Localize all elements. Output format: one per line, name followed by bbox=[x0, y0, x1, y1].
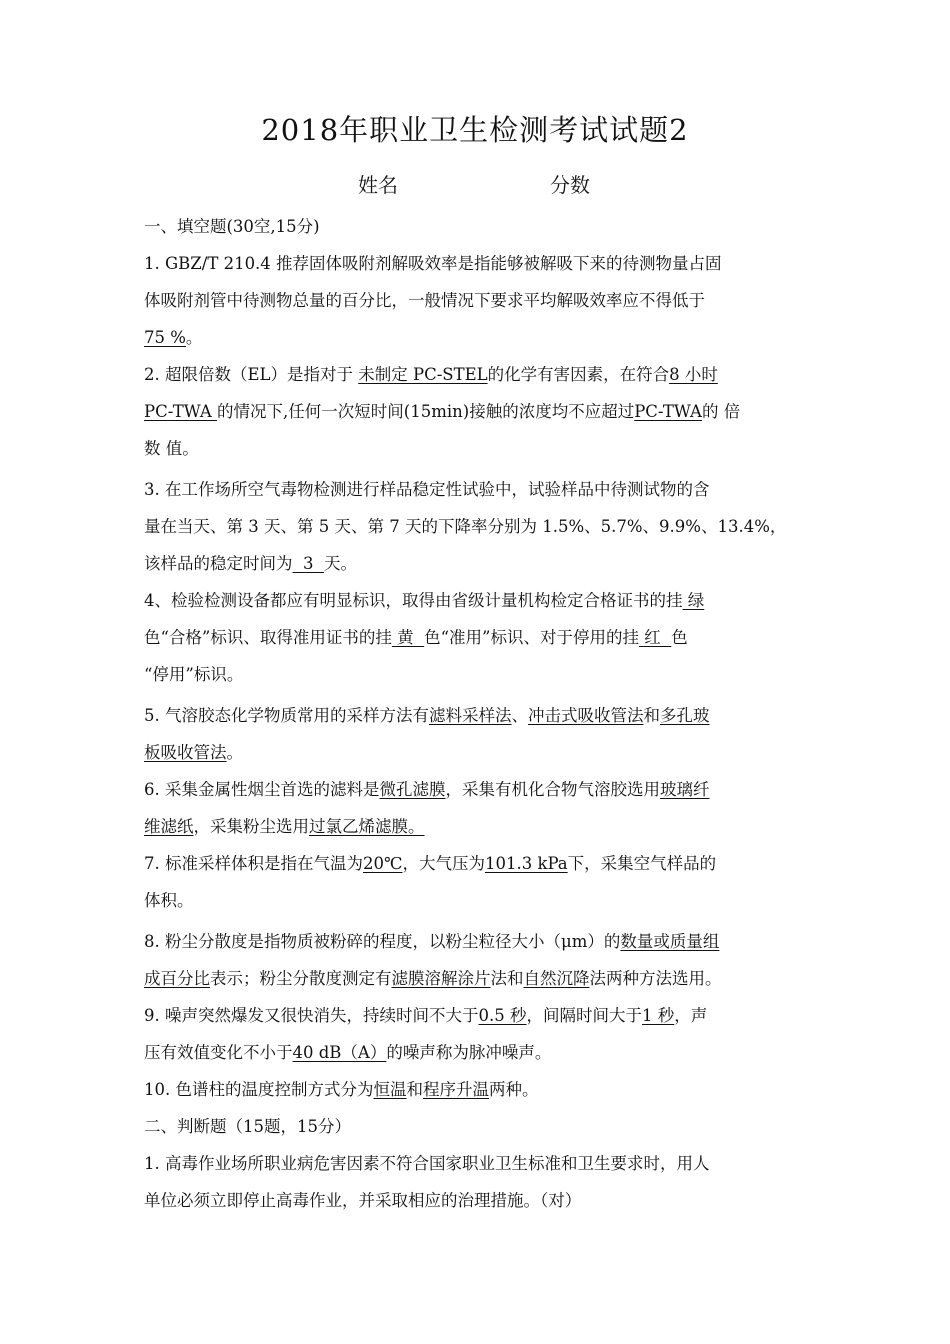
q3-line-1: 3. 在工作场所空气毒物检测进行样品稳定性试验中，试验样品中待测试物的含 bbox=[144, 480, 710, 499]
document-title: 2018年职业卫生检测考试试题2 bbox=[261, 113, 689, 147]
q7-line-1 bbox=[144, 845, 810, 882]
q2-line-2 bbox=[144, 393, 810, 430]
q4-text-1: 4、检验检测设备都应有明显标识，取得由省级计量机构检定合格证书的挂 bbox=[144, 591, 683, 610]
q8-text-1: 8. 粉尘分散度是指物质被粉碎的程度，以粉尘粒径大小（μm）的 bbox=[144, 932, 621, 951]
q4-text-4: 色 bbox=[671, 628, 688, 647]
document-body bbox=[144, 208, 810, 1219]
q6-answer-2b: 维滤纸 bbox=[144, 817, 194, 836]
judge-question-1 bbox=[144, 1145, 810, 1219]
q5-answer-3b: 板吸收管法 bbox=[144, 743, 227, 762]
q10-answer-2: 程序升温 bbox=[423, 1080, 489, 1099]
name-label: 姓名 bbox=[358, 173, 398, 197]
q7-text-1: 7. 标准采样体积是指在气温为 bbox=[144, 854, 363, 873]
question-10 bbox=[144, 1071, 810, 1108]
q1-answer-1: 75 % bbox=[144, 328, 186, 347]
q7-answer-1: 20℃ bbox=[363, 854, 403, 873]
section2-heading: 二、判断题（15题，15分） bbox=[144, 1117, 351, 1136]
q1-line-1: 1. GBZ/T 210.4 推荐固体吸附剂解吸效率是指能够被解吸下来的待测物量占固 bbox=[144, 254, 722, 273]
question-6 bbox=[144, 771, 810, 845]
q2-line-3: 数 值。 bbox=[144, 439, 199, 458]
q4-text-3: 色“准用”标识、对于停用的挂 bbox=[424, 628, 639, 647]
q9-text-1: 9. 噪声突然爆发又很快消失，持续时间不大于 bbox=[144, 1006, 479, 1025]
q4-answer-2: 黄 bbox=[391, 628, 425, 647]
q3-line-3 bbox=[144, 545, 810, 582]
q9-text-2: ，间隔时间大于 bbox=[526, 1006, 642, 1025]
q4-answer-1: 绿 bbox=[682, 591, 705, 610]
q10-answer-1: 恒温 bbox=[373, 1080, 407, 1099]
q7-text-2: ，大气压为 bbox=[402, 854, 485, 873]
q6-answer-3: 过氯乙烯滤膜。 bbox=[309, 817, 425, 836]
judge-q1-line-1: 1. 高毒作业场所职业病危害因素不符合国家职业卫生标准和卫生要求时，用人 bbox=[144, 1154, 710, 1173]
q9-answer-2: 1 秒 bbox=[642, 1006, 675, 1025]
q5-text-1: 5. 气溶胶态化学物质常用的采样方法有 bbox=[144, 706, 429, 725]
judge-q1-line-2: 单位必须立即停止高毒作业，并采取相应的治理措施。（对） bbox=[144, 1191, 582, 1210]
question-8 bbox=[144, 923, 810, 997]
score-label: 分数 bbox=[550, 173, 590, 197]
q1-line-3 bbox=[144, 319, 810, 356]
q2-line-1 bbox=[144, 356, 810, 393]
q2-answer-2b: PC-TWA bbox=[144, 402, 218, 421]
q8-text-3: 法和 bbox=[490, 969, 524, 988]
question-9 bbox=[144, 997, 810, 1071]
q9-line-2 bbox=[144, 1034, 810, 1071]
question-1 bbox=[144, 245, 810, 356]
q1-line-2: 体吸附剂管中待测物总量的百分比，一般情况下要求平均解吸效率应不得低于 bbox=[144, 291, 705, 310]
q5-text-3: 和 bbox=[643, 706, 660, 725]
q5-line-1 bbox=[144, 697, 810, 734]
q6-text-3: ，采集粉尘选用 bbox=[193, 817, 309, 836]
q2-answer-1: 未制定 PC-STEL bbox=[358, 365, 488, 384]
q6-answer-1: 微孔滤膜 bbox=[379, 780, 446, 799]
q5-line-2 bbox=[144, 734, 810, 771]
q7-line-2: 体积。 bbox=[144, 891, 194, 910]
section1-heading: 一、填空题(30空,15分) bbox=[144, 217, 320, 236]
q8-answer-2: 滤膜溶解涂片 bbox=[391, 969, 491, 988]
name-score-row bbox=[0, 169, 950, 199]
q8-text-4: 法两种方法选用。 bbox=[589, 969, 722, 988]
q6-answer-2a: 玻璃纤 bbox=[660, 780, 710, 799]
question-7 bbox=[144, 845, 810, 919]
q4-text-2: 色“合格”标识、取得准用证书的挂 bbox=[144, 628, 392, 647]
q4-line-3: “停用”标识。 bbox=[144, 665, 244, 684]
q6-line-2 bbox=[144, 808, 810, 845]
q3-answer-1: 3 bbox=[292, 554, 324, 573]
q6-line-1 bbox=[144, 771, 810, 808]
q8-answer-1a: 数量或质量组 bbox=[620, 932, 720, 951]
q5-answer-3a: 多孔玻 bbox=[660, 706, 710, 725]
q9-answer-1: 0.5 秒 bbox=[478, 1006, 527, 1025]
q8-line-1 bbox=[144, 923, 810, 960]
question-3 bbox=[144, 471, 810, 582]
q9-answer-3: 40 dB（A） bbox=[292, 1043, 387, 1062]
q2-answer-3: PC-TWA bbox=[634, 402, 702, 421]
q4-line-2 bbox=[144, 619, 810, 656]
q1-tail: 。 bbox=[185, 328, 203, 347]
q10-text-3: 两种。 bbox=[489, 1080, 539, 1099]
q9-line-1 bbox=[144, 997, 810, 1034]
q10-text-1: 10. 色谱柱的温度控制方式分为 bbox=[144, 1080, 374, 1099]
q5-answer-1: 滤料采样法 bbox=[429, 706, 512, 725]
q5-text-4: 。 bbox=[226, 743, 243, 762]
question-4 bbox=[144, 582, 810, 693]
q2-text-1: 2. 超限倍数（EL）是指对于 bbox=[144, 365, 359, 384]
q8-text-2: 表示；粉尘分散度测定有 bbox=[210, 969, 392, 988]
q10-text-2: 和 bbox=[406, 1080, 423, 1099]
q5-answer-2: 冲击式吸收管法 bbox=[528, 706, 644, 725]
q9-text-5: 的噪声称为脉冲噪声。 bbox=[386, 1043, 552, 1062]
q4-line-1 bbox=[144, 582, 810, 619]
q6-text-1: 6. 采集金属性烟尘首选的滤料是 bbox=[144, 780, 380, 799]
q2-text-4: 的 倍 bbox=[701, 402, 741, 421]
q2-text-2: 的化学有害因素，在符合 bbox=[487, 365, 670, 384]
q3-text-2: 天。 bbox=[323, 554, 357, 573]
q8-line-2 bbox=[144, 960, 810, 997]
q8-answer-1b: 成百分比 bbox=[144, 969, 210, 988]
q4-answer-3: 红 bbox=[639, 628, 672, 647]
q9-text-3: ，声 bbox=[674, 1006, 708, 1025]
q6-text-2: ，采集有机化合物气溶胶选用 bbox=[445, 780, 660, 799]
q3-text-1: 该样品的稳定时间为 bbox=[144, 554, 293, 573]
question-2 bbox=[144, 356, 810, 467]
q5-text-2: 、 bbox=[511, 706, 528, 725]
q10-line-1 bbox=[144, 1071, 810, 1108]
q2-answer-2a: 8 小时 bbox=[669, 365, 718, 384]
question-5 bbox=[144, 697, 810, 771]
q9-text-4: 压有效值变化不小于 bbox=[144, 1043, 293, 1062]
q3-line-2: 量在当天、第 3 天、第 5 天、第 7 天的下降率分别为 1.5%、5.7%、9.9%、13.4%， bbox=[144, 517, 787, 536]
q8-answer-3: 自然沉降 bbox=[523, 969, 590, 988]
q7-text-3: 下，采集空气样品的 bbox=[567, 854, 717, 873]
q7-answer-2: 101.3 kPa bbox=[484, 854, 568, 873]
q2-text-3: 的情况下,任何一次短时间(15min)接触的浓度均不应超过 bbox=[217, 402, 635, 421]
